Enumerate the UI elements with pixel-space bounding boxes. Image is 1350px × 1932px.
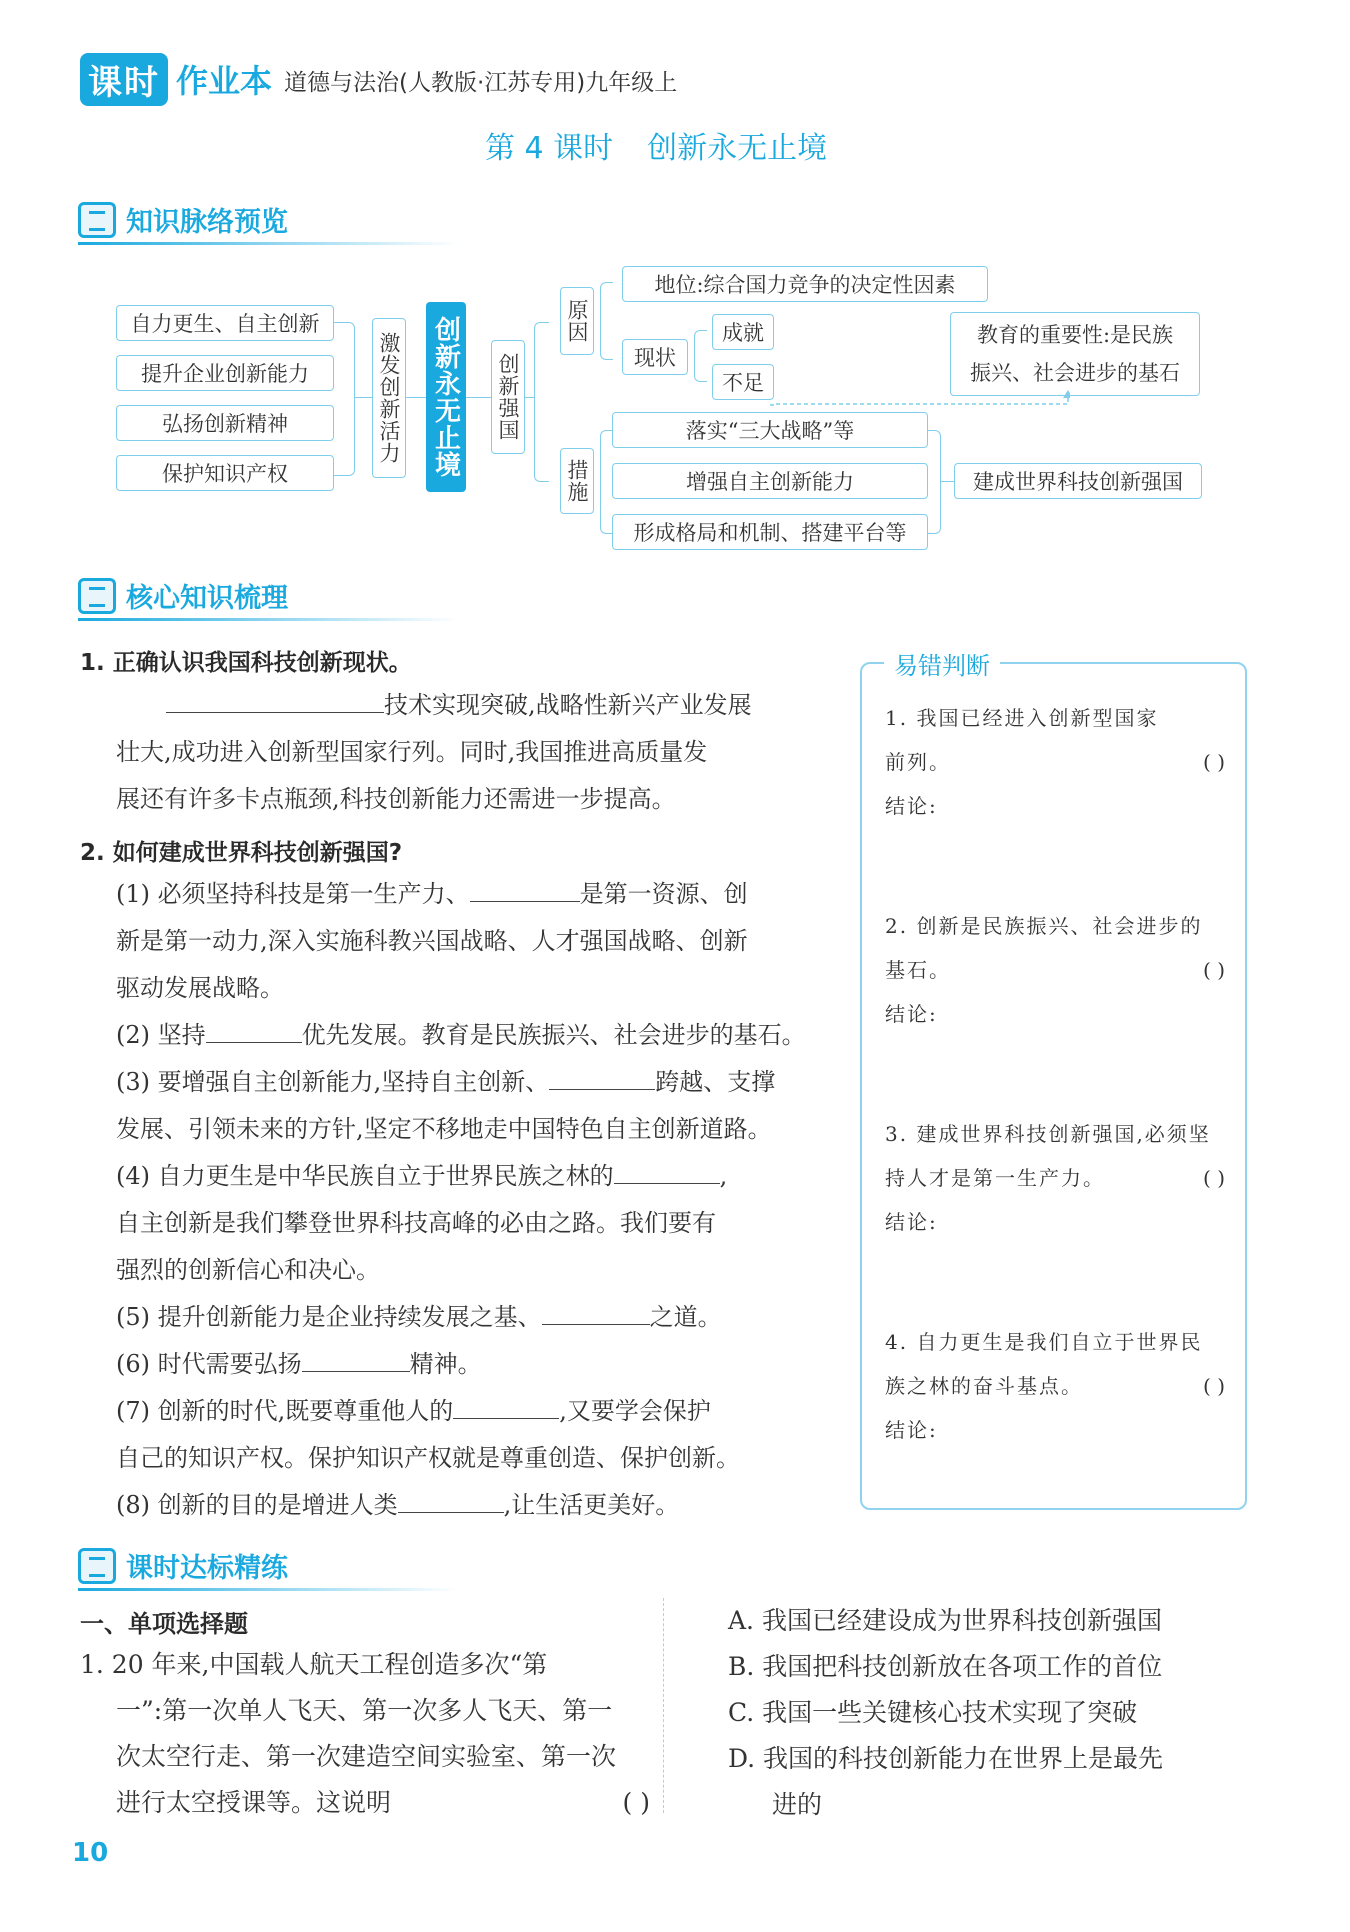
mindmap-right-branch: 创新强国 (491, 340, 525, 454)
judgement-item (885, 1320, 1225, 1452)
section-header-core (78, 576, 458, 621)
mindmap-education-note-line: 振兴、社会进步的基石 (970, 361, 1180, 385)
mindmap-connector (466, 397, 491, 398)
error-check-title: 易错判断 (884, 646, 1000, 681)
text-line: ,又要学会保护 (559, 1397, 711, 1425)
text-line: 强烈的创新信心和决心。 (116, 1256, 380, 1284)
mcq-option[interactable]: D. 我国的科技创新能力在世界上是最先 (728, 1744, 1164, 1773)
mindmap-left-item: 提升企业创新能力 (116, 355, 334, 391)
mindmap-reason-position: 地位:综合国力竞争的决定性因素 (622, 266, 988, 302)
section-header-overview (78, 200, 458, 245)
answer-paren[interactable]: ( ) (1203, 1166, 1225, 1190)
text-line: 展还有许多卡点瓶颈,科技创新能力还需进一步提高。 (116, 785, 676, 813)
mindmap-left-item: 保护知识产权 (116, 455, 334, 491)
text-line: (5) 提升创新能力是企业持续发展之基、 (116, 1303, 542, 1331)
lesson-name: 创新永无止境 (647, 131, 828, 166)
judgement-text: 前列。 (885, 750, 951, 774)
fill-blank[interactable] (549, 1065, 655, 1090)
text-line: 发展、引领未来的方针,坚定不移地走中国特色自主创新道路。 (116, 1115, 772, 1143)
mindmap-left-item: 自力更生、自主创新 (116, 305, 334, 341)
section-title: 核心知识梳理 (126, 583, 288, 614)
mindmap-center: 创新永无止境 (426, 302, 466, 492)
judgement-item (885, 1112, 1225, 1244)
text-line: 1. 20 年来,中国载人航天工程创造多次“第 (80, 1650, 548, 1679)
mindmap-measure-item: 增强自主创新能力 (612, 463, 928, 499)
text-line: (3) 要增强自主创新能力,坚持自主创新、 (116, 1068, 550, 1096)
text-line: 之道。 (649, 1303, 722, 1331)
mindmap-measures-label: 措施 (560, 448, 594, 514)
conclusion-label: 结论: (885, 794, 938, 818)
mindmap-education-note-line: 教育的重要性:是民族 (976, 323, 1174, 347)
conclusion-label: 结论: (885, 1210, 938, 1234)
section-underline (78, 1588, 458, 1591)
text-line: 技术实现突破,战略性新兴产业发展 (384, 691, 752, 719)
text-line: 自己的知识产权。保护知识产权就是尊重创造、保护创新。 (116, 1444, 740, 1472)
section-underline (78, 242, 458, 245)
text-line: 驱动发展战略。 (116, 974, 284, 1002)
lesson-number: 第 4 课时 (485, 131, 614, 166)
mindmap-connector (600, 282, 613, 360)
mindmap-connector (940, 481, 954, 482)
text-line: 次太空行走、第一次建造空间实验室、第一次 (116, 1742, 617, 1771)
judgement-item (885, 904, 1225, 1036)
mcq-option[interactable]: C. 我国一些关键核心技术实现了突破 (728, 1698, 1138, 1727)
judgement-text: 4. 自力更生是我们自立于世界民 (885, 1330, 1203, 1354)
fill-blank[interactable] (614, 1159, 720, 1184)
judgement-text: 持人才是第一生产力。 (885, 1166, 1105, 1190)
text-line: (6) 时代需要弘扬 (116, 1350, 302, 1378)
conclusion-label: 结论: (885, 1002, 938, 1026)
lesson-title (485, 123, 827, 167)
column-divider (663, 1598, 664, 1813)
mindmap-status-item: 不足 (712, 364, 774, 400)
fill-blank[interactable] (470, 877, 580, 902)
core-question-heading: 1. 正确认识我国科技创新现状。 (80, 650, 412, 676)
text-line: 进行太空授课等。这说明 (116, 1788, 392, 1817)
text-line: (4) 自力更生是中华民族自立于世界民族之林的 (116, 1162, 614, 1190)
answer-paren[interactable]: ( ) (1203, 958, 1225, 982)
text-line: 一”:第一次单人飞天、第一次多人飞天、第一 (116, 1696, 613, 1725)
conclusion-label: 结论: (885, 1418, 938, 1442)
mindmap-left-item: 弘扬创新精神 (116, 405, 334, 441)
mindmap-education-note (950, 312, 1200, 396)
mindmap-status-item: 成就 (712, 314, 774, 350)
fill-blank[interactable] (398, 1488, 504, 1513)
core-question-heading: 2. 如何建成世界科技创新强国? (80, 840, 403, 866)
mindmap-connector (694, 330, 707, 382)
text-line: 是第一资源、创 (579, 880, 748, 908)
core-question-body (116, 871, 836, 1529)
judgement-text: 1. 我国已经进入创新型国家 (885, 706, 1159, 730)
text-line: (8) 创新的目的是增进人类 (116, 1491, 398, 1519)
mindmap-connector (334, 322, 355, 476)
answer-paren[interactable]: ( ) (1203, 750, 1225, 774)
mindmap-status-label: 现状 (622, 339, 688, 375)
mindmap-connector (406, 397, 426, 398)
judgement-item (885, 696, 1225, 828)
brand-block (80, 54, 272, 104)
text-line: ,让生活更美好。 (503, 1491, 680, 1519)
mindmap-connector (928, 430, 941, 534)
page-number: 10 (72, 1838, 109, 1868)
mindmap-reason-label: 原因 (560, 287, 594, 355)
section-header-practice (78, 1546, 458, 1591)
text-line: 跨越、支撑 (655, 1068, 776, 1096)
judgement-text: 3. 建成世界科技创新强国,必须坚 (885, 1122, 1211, 1146)
judgement-text: 2. 创新是民族振兴、社会进步的 (885, 914, 1203, 938)
text-line: 自主创新是我们攀登世界科技高峰的必由之路。我们要有 (116, 1209, 716, 1237)
section-title: 知识脉络预览 (126, 207, 288, 238)
mindmap-connector (534, 322, 549, 482)
section-title: 课时达标精练 (126, 1553, 288, 1584)
answer-paren[interactable]: ( ) (622, 1788, 650, 1817)
text-line: (7) 创新的时代,既要尊重他人的 (116, 1397, 454, 1425)
judgement-text: 基石。 (885, 958, 951, 982)
brand-name: 作业本 (176, 62, 273, 100)
answer-paren[interactable]: ( ) (1203, 1374, 1225, 1398)
checkbox-icon (78, 578, 116, 614)
mindmap-connector (354, 397, 372, 398)
fill-blank[interactable] (302, 1347, 410, 1372)
book-title: 道德与法治(人教版·江苏专用)九年级上 (284, 70, 678, 96)
mcq-heading: 一、单项选择题 (80, 1610, 248, 1638)
mindmap-connector (525, 397, 534, 398)
section-underline (78, 618, 458, 621)
text-line: 壮大,成功进入创新型国家行列。同时,我国推进高质量发 (116, 738, 708, 766)
mindmap-goal: 建成世界科技创新强国 (954, 463, 1202, 499)
text-line: (2) 坚持 (116, 1021, 206, 1049)
text-line: 精神。 (409, 1350, 482, 1378)
mcq-option[interactable]: B. 我国把科技创新放在各项工作的首位 (728, 1652, 1163, 1681)
mcq-option[interactable]: A. 我国已经建设成为世界科技创新强国 (728, 1606, 1162, 1635)
mcq-question (80, 1642, 650, 1826)
mindmap-measure-item: 落实“三大战略”等 (612, 412, 928, 448)
text-line: 新是第一动力,深入实施科教兴国战略、人才强国战略、创新 (116, 927, 748, 955)
layers-icon (78, 202, 116, 238)
text-line: (1) 必须坚持科技是第一生产力、 (116, 880, 470, 908)
pencil-icon (78, 1548, 116, 1584)
text-line: 优先发展。教育是民族振兴、社会进步的基石。 (301, 1021, 806, 1049)
judgement-text: 族之林的奋斗基点。 (885, 1374, 1083, 1398)
fill-blank[interactable] (542, 1300, 650, 1325)
mindmap-left-branch: 激发创新活力 (372, 318, 406, 478)
mindmap-measure-item: 形成格局和机制、搭建平台等 (612, 514, 928, 550)
mcq-option-continuation: 进的 (772, 1790, 823, 1819)
fill-blank[interactable] (166, 688, 384, 713)
core-question-body (116, 682, 836, 823)
fill-blank[interactable] (453, 1394, 559, 1419)
text-line: , (719, 1162, 728, 1190)
fill-blank[interactable] (206, 1018, 302, 1043)
brand-logo: 课时 (80, 53, 168, 106)
